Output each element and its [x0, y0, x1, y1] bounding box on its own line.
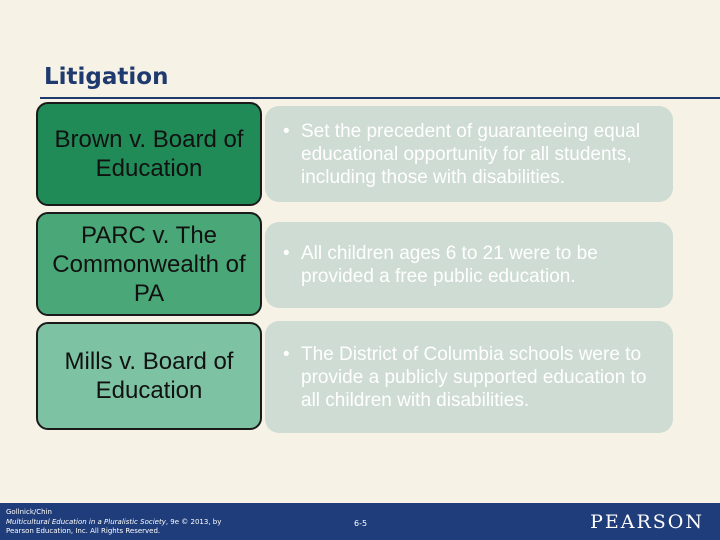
case-box-mills — [36, 322, 262, 430]
slide-title: Litigation — [44, 64, 169, 90]
case-box-brown — [36, 102, 262, 206]
description-mills: • The District of Columbia schools were to provide a publicly supported education to all children with disabilities. — [281, 343, 655, 412]
case-name-parc: PARC v. The Commonwealth of PA — [52, 221, 246, 307]
description-parc: • All children ages 6 to 21 were to be provided a free public education. — [281, 242, 655, 288]
description-box-brown — [265, 106, 673, 202]
credit-book-title: Multicultural Education in a Pluralistic Society — [6, 517, 166, 526]
footer-credit — [6, 508, 221, 537]
credit-authors: Gollnick/Chin — [6, 508, 52, 516]
page-number: 6-5 — [354, 519, 368, 528]
title-underline — [40, 97, 720, 99]
credit-edition: , 9e © 2013, by — [165, 517, 222, 526]
credit-publisher: Pearson Education, Inc. All Rights Reserved. — [6, 527, 161, 535]
case-name-mills: Mills v. Board of Education — [64, 348, 234, 404]
description-box-parc — [265, 222, 673, 308]
pearson-logo: PEARSON — [590, 511, 704, 533]
case-box-parc — [36, 212, 262, 316]
case-name-brown: Brown v. Board of Education — [54, 126, 244, 182]
footer-bar — [0, 503, 720, 540]
description-box-mills — [265, 321, 673, 433]
description-brown: • Set the precedent of guaranteeing equal educational opportunity for all students, including those with disabilities. — [281, 120, 655, 189]
